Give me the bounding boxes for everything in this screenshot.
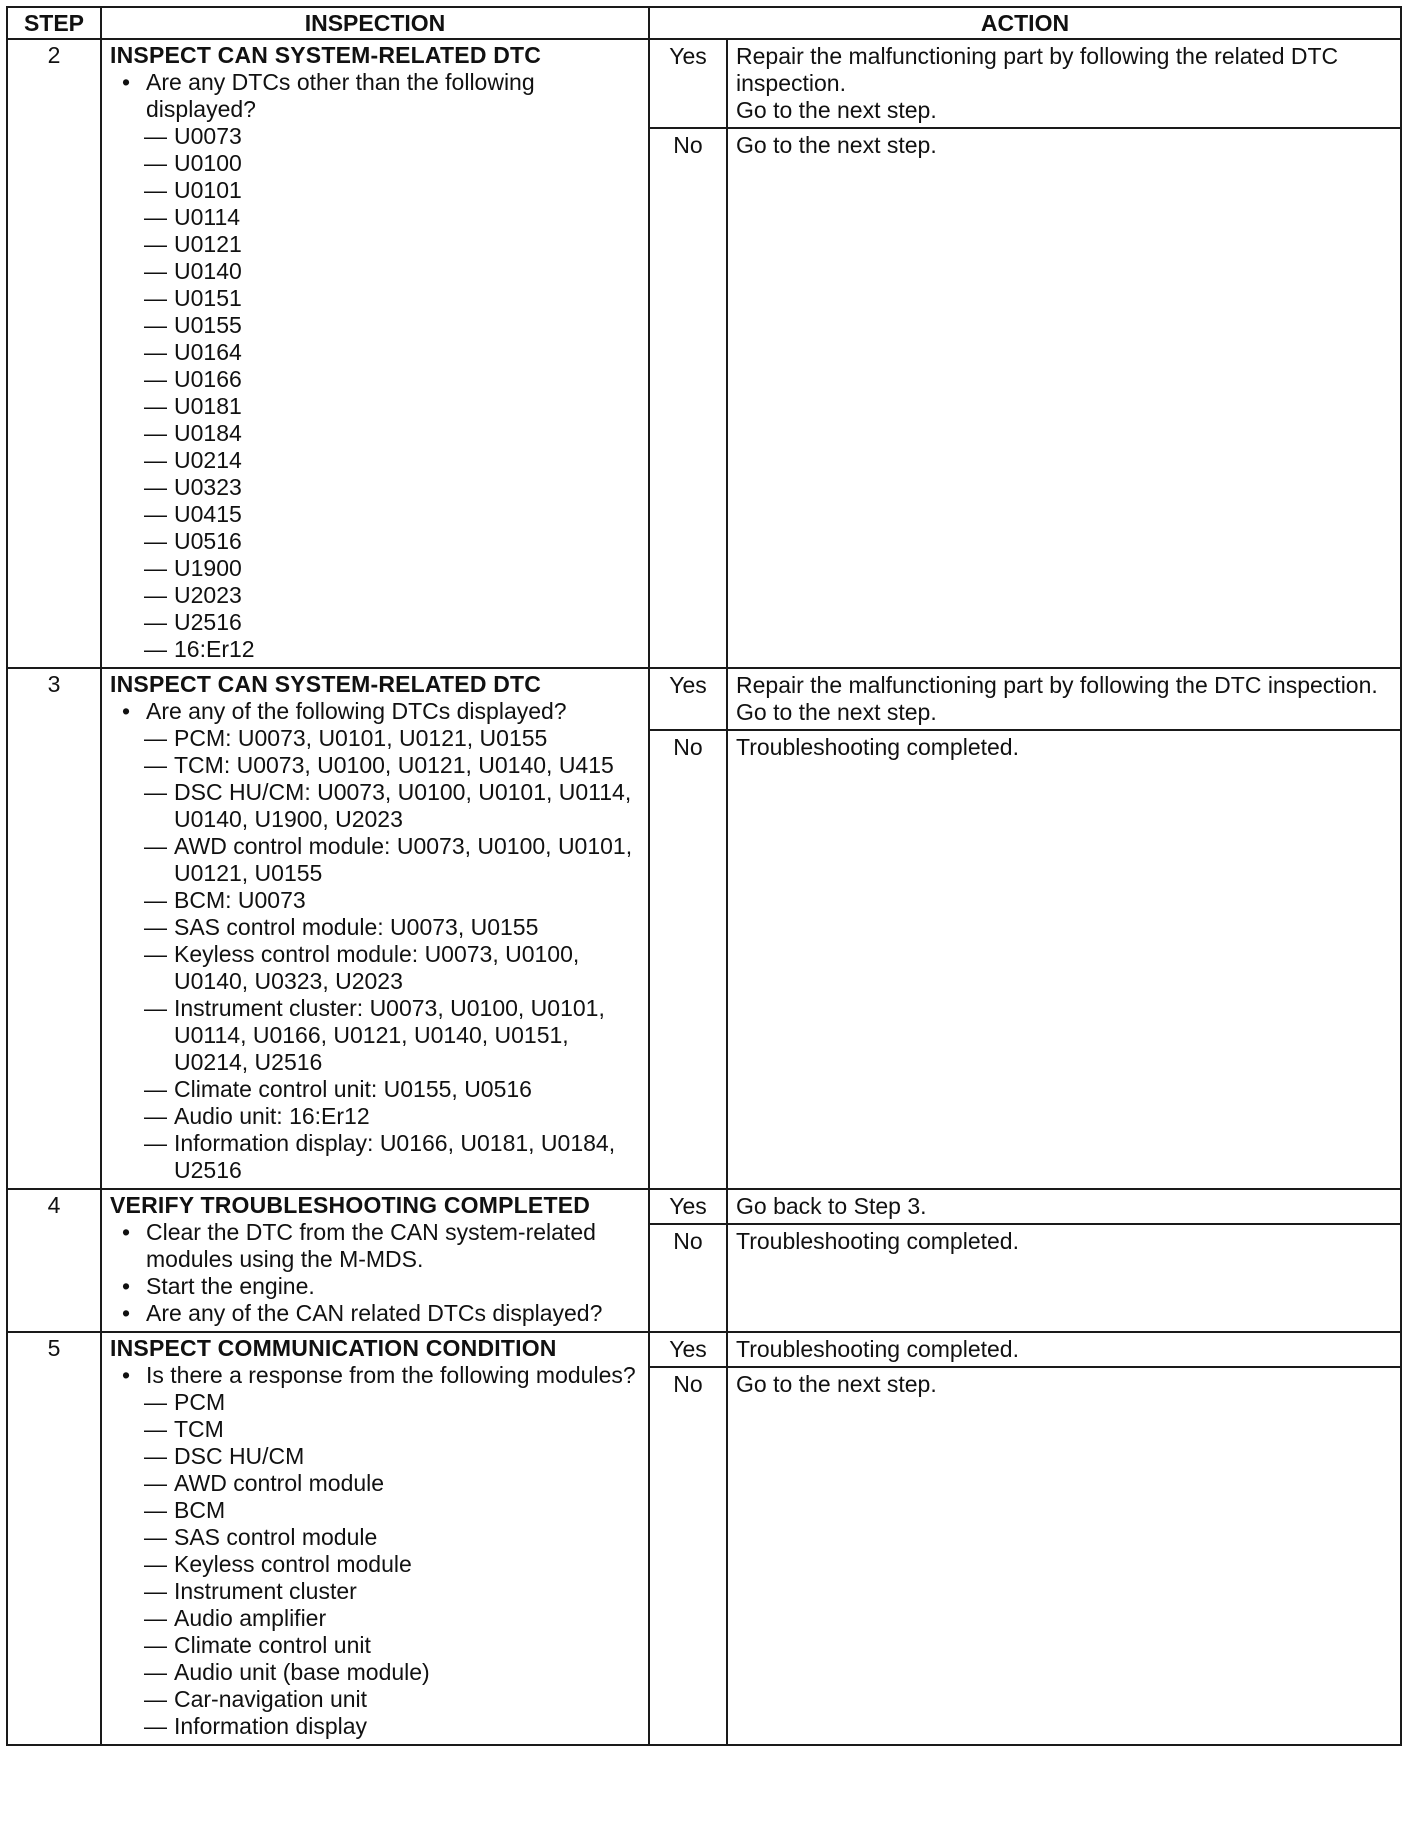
- answer-text: [728, 669, 1400, 729]
- dash-icon: —: [144, 258, 167, 284]
- dash-icon: —: [144, 887, 167, 913]
- dash-item: [110, 528, 642, 555]
- dash-item: [110, 285, 642, 312]
- dash-text: U0114: [174, 204, 241, 230]
- dash-text: Climate control unit: [174, 1632, 371, 1658]
- answer-line: Repair the malfunctioning part by following the related DTC inspection.: [736, 43, 1339, 96]
- answer-line: Troubleshooting completed.: [736, 1336, 1019, 1362]
- dash-icon: —: [144, 1632, 167, 1658]
- answer-text: [728, 1333, 1400, 1366]
- dash-icon: —: [144, 1497, 167, 1523]
- dash-text: U0101: [174, 177, 242, 203]
- dash-icon: —: [144, 1389, 167, 1415]
- dash-text: U0166: [174, 366, 242, 392]
- dash-icon: —: [144, 609, 167, 635]
- header-row: [7, 7, 1401, 39]
- dash-item: [110, 1103, 642, 1130]
- dash-text: U0184: [174, 420, 242, 446]
- table-row: [7, 668, 1401, 1189]
- dash-item: [110, 204, 642, 231]
- answer-label: No: [650, 731, 728, 1188]
- dash-icon: —: [144, 1443, 167, 1469]
- dash-item: [110, 501, 642, 528]
- dash-icon: —: [144, 1076, 167, 1102]
- answer-line: Troubleshooting completed.: [736, 1228, 1019, 1254]
- dash-text: U0323: [174, 474, 242, 500]
- inspection-cell: [101, 668, 649, 1189]
- answer-text: [728, 129, 1400, 667]
- dash-text: SAS control module: U0073, U0155: [174, 914, 539, 940]
- bullet-icon: •: [122, 1300, 131, 1326]
- dash-item: [110, 366, 642, 393]
- bullet-icon: •: [122, 1362, 131, 1388]
- action-cell: [649, 668, 1401, 1189]
- dash-item: [110, 1443, 642, 1470]
- dash-item: [110, 1497, 642, 1524]
- dash-text: PCM: U0073, U0101, U0121, U0155: [174, 725, 548, 751]
- dash-icon: —: [144, 995, 167, 1021]
- table-row: [7, 39, 1401, 668]
- dash-icon: —: [144, 231, 167, 257]
- action-cell: [649, 39, 1401, 668]
- answer-text: [728, 1190, 1400, 1223]
- dash-text: U0140: [174, 258, 242, 284]
- answer-row-no: [650, 731, 1400, 1188]
- step-number: 3: [7, 668, 101, 1189]
- table-row: [7, 1189, 1401, 1332]
- dash-text: U0164: [174, 339, 242, 365]
- answer-grid: [650, 40, 1400, 667]
- answer-label: Yes: [650, 1333, 728, 1366]
- bullet-text: Are any of the CAN related DTCs displayed?: [146, 1300, 603, 1326]
- dash-item: [110, 1578, 642, 1605]
- bullet-icon: •: [122, 69, 131, 95]
- dash-icon: —: [144, 474, 167, 500]
- bullet-item: [110, 698, 642, 725]
- answer-line: Go back to Step 3.: [736, 1193, 927, 1219]
- dash-item: [110, 1632, 642, 1659]
- dash-item: [110, 582, 642, 609]
- dash-item: [110, 636, 642, 663]
- dash-item: [110, 833, 642, 887]
- bullet-text: Are any of the following DTCs displayed?: [146, 698, 567, 724]
- dash-text: Information display: [174, 1713, 368, 1739]
- dash-text: U0073: [174, 123, 242, 149]
- header-inspection: INSPECTION: [101, 7, 649, 39]
- dash-item: [110, 995, 642, 1076]
- dash-text: Audio unit (base module): [174, 1659, 430, 1685]
- dash-icon: —: [144, 752, 167, 778]
- dash-icon: —: [144, 1130, 167, 1156]
- dash-item: [110, 1389, 642, 1416]
- bullet-item: [110, 1273, 642, 1300]
- dash-item: [110, 609, 642, 636]
- dash-icon: —: [144, 528, 167, 554]
- answer-row-yes: [650, 1333, 1400, 1368]
- dash-text: U0151: [174, 285, 242, 311]
- dash-icon: —: [144, 420, 167, 446]
- dash-icon: —: [144, 123, 167, 149]
- dash-icon: —: [144, 204, 167, 230]
- dash-text: Keyless control module: [174, 1551, 412, 1577]
- answer-grid: [650, 1190, 1400, 1331]
- bullet-text: Are any DTCs other than the following displayed?: [146, 69, 535, 122]
- dash-item: [110, 393, 642, 420]
- dash-icon: —: [144, 501, 167, 527]
- inspection-cell: [101, 39, 649, 668]
- dash-item: [110, 1524, 642, 1551]
- bullet-item: [110, 1362, 642, 1389]
- dash-icon: —: [144, 1470, 167, 1496]
- dash-icon: —: [144, 1551, 167, 1577]
- dash-icon: —: [144, 1578, 167, 1604]
- header-action: ACTION: [649, 7, 1401, 39]
- dash-text: U0415: [174, 501, 242, 527]
- bullet-item: [110, 1219, 642, 1273]
- answer-grid: [650, 669, 1400, 1188]
- answer-text: [728, 1225, 1400, 1331]
- answer-label: Yes: [650, 40, 728, 127]
- answer-line: Go to the next step.: [736, 699, 937, 725]
- dash-text: Instrument cluster: [174, 1578, 357, 1604]
- dash-item: [110, 752, 642, 779]
- dash-item: [110, 1130, 642, 1184]
- dash-text: Car-navigation unit: [174, 1686, 368, 1712]
- dash-text: U2516: [174, 609, 242, 635]
- answer-line: Go to the next step.: [736, 132, 937, 158]
- dash-text: Keyless control module: U0073, U0100, U0140, U0323, U2023: [174, 941, 580, 994]
- dash-icon: —: [144, 285, 167, 311]
- dash-item: [110, 1605, 642, 1632]
- dash-icon: —: [144, 914, 167, 940]
- dash-text: U0181: [174, 393, 242, 419]
- dash-text: DSC HU/CM: U0073, U0100, U0101, U0114, U0140, U1900, U2023: [174, 779, 632, 832]
- dash-text: AWD control module: U0073, U0100, U0101, U0121, U0155: [174, 833, 633, 886]
- dash-text: TCM: U0073, U0100, U0121, U0140, U415: [174, 752, 614, 778]
- dash-text: U0121: [174, 231, 242, 257]
- answer-row-no: [650, 129, 1400, 667]
- answer-grid: [650, 1333, 1400, 1744]
- answer-label: No: [650, 1368, 728, 1744]
- dash-item: [110, 150, 642, 177]
- answer-label: Yes: [650, 1190, 728, 1223]
- answer-label: No: [650, 1225, 728, 1331]
- dash-item: [110, 474, 642, 501]
- dash-text: U0155: [174, 312, 242, 338]
- dash-item: [110, 1551, 642, 1578]
- dash-item: [110, 914, 642, 941]
- dash-item: [110, 339, 642, 366]
- dash-text: U0100: [174, 150, 242, 176]
- inspection-title: INSPECT CAN SYSTEM-RELATED DTC: [110, 42, 542, 68]
- dash-icon: —: [144, 393, 167, 419]
- table-row: [7, 1332, 1401, 1745]
- answer-row-yes: [650, 669, 1400, 731]
- dash-item: [110, 258, 642, 285]
- dash-item: [110, 312, 642, 339]
- dash-icon: —: [144, 1524, 167, 1550]
- dash-icon: —: [144, 1713, 167, 1739]
- dash-icon: —: [144, 941, 167, 967]
- dash-text: PCM: [174, 1389, 226, 1415]
- dash-icon: —: [144, 582, 167, 608]
- dash-icon: —: [144, 636, 167, 662]
- action-cell: [649, 1332, 1401, 1745]
- answer-line: Repair the malfunctioning part by following the DTC inspection.: [736, 672, 1378, 698]
- step-number: 4: [7, 1189, 101, 1332]
- dash-item: [110, 420, 642, 447]
- answer-line: Go to the next step.: [736, 1371, 937, 1397]
- inspection-title: INSPECT COMMUNICATION CONDITION: [110, 1335, 557, 1361]
- dash-item: [110, 779, 642, 833]
- dash-item: [110, 1470, 642, 1497]
- dash-text: U0214: [174, 447, 242, 473]
- bullet-item: [110, 1300, 642, 1327]
- dash-item: [110, 725, 642, 752]
- dash-item: [110, 941, 642, 995]
- dash-icon: —: [144, 1686, 167, 1712]
- inspection-title: INSPECT CAN SYSTEM-RELATED DTC: [110, 671, 542, 697]
- dash-item: [110, 231, 642, 258]
- bullet-icon: •: [122, 698, 131, 724]
- dash-item: [110, 1416, 642, 1443]
- dash-text: Climate control unit: U0155, U0516: [174, 1076, 532, 1102]
- answer-text: [728, 1368, 1400, 1744]
- dash-item: [110, 1686, 642, 1713]
- dash-text: BCM: U0073: [174, 887, 306, 913]
- inspection-cell: [101, 1189, 649, 1332]
- answer-text: [728, 40, 1400, 127]
- dash-text: TCM: [174, 1416, 224, 1442]
- answer-line: Go to the next step.: [736, 97, 937, 123]
- dash-icon: —: [144, 1605, 167, 1631]
- action-cell: [649, 1189, 1401, 1332]
- dash-icon: —: [144, 779, 167, 805]
- bullet-icon: •: [122, 1273, 131, 1299]
- dash-text: Audio amplifier: [174, 1605, 327, 1631]
- dash-text: Information display: U0166, U0181, U0184, U2516: [174, 1130, 616, 1183]
- dash-text: SAS control module: [174, 1524, 378, 1550]
- dash-item: [110, 1076, 642, 1103]
- dash-icon: —: [144, 725, 167, 751]
- dash-item: [110, 1659, 642, 1686]
- dash-item: [110, 447, 642, 474]
- dash-icon: —: [144, 1103, 167, 1129]
- inspection-title: VERIFY TROUBLESHOOTING COMPLETED: [110, 1192, 591, 1218]
- dash-text: BCM: [174, 1497, 226, 1523]
- answer-label: No: [650, 129, 728, 667]
- answer-label: Yes: [650, 669, 728, 729]
- answer-row-no: [650, 1225, 1400, 1331]
- dash-icon: —: [144, 312, 167, 338]
- troubleshooting-table: [6, 6, 1402, 1746]
- bullet-text: Start the engine.: [146, 1273, 315, 1299]
- bullet-text: Clear the DTC from the CAN system-related modules using the M-MDS.: [146, 1219, 596, 1272]
- answer-line: Troubleshooting completed.: [736, 734, 1019, 760]
- dash-item: [110, 123, 642, 150]
- dash-item: [110, 555, 642, 582]
- answer-row-no: [650, 1368, 1400, 1744]
- bullet-icon: •: [122, 1219, 131, 1245]
- dash-text: U0516: [174, 528, 242, 554]
- table-body: [7, 39, 1401, 1745]
- dash-text: U1900: [174, 555, 242, 581]
- bullet-item: [110, 69, 642, 123]
- dash-text: Instrument cluster: U0073, U0100, U0101, U0114, U0166, U0121, U0140, U0151, U0214, U2516: [174, 995, 605, 1075]
- dash-icon: —: [144, 555, 167, 581]
- dash-icon: —: [144, 447, 167, 473]
- dash-item: [110, 887, 642, 914]
- dash-text: Audio unit: 16:Er12: [174, 1103, 370, 1129]
- dash-text: DSC HU/CM: [174, 1443, 305, 1469]
- dash-item: [110, 1713, 642, 1740]
- step-number: 2: [7, 39, 101, 668]
- dash-icon: —: [144, 833, 167, 859]
- answer-row-yes: [650, 1190, 1400, 1225]
- dash-icon: —: [144, 177, 167, 203]
- dash-item: [110, 177, 642, 204]
- dash-icon: —: [144, 1659, 167, 1685]
- dash-icon: —: [144, 366, 167, 392]
- dash-icon: —: [144, 150, 167, 176]
- answer-text: [728, 731, 1400, 1188]
- dash-text: AWD control module: [174, 1470, 385, 1496]
- dash-text: 16:Er12: [174, 636, 255, 662]
- dash-icon: —: [144, 339, 167, 365]
- dash-icon: —: [144, 1416, 167, 1442]
- step-number: 5: [7, 1332, 101, 1745]
- header-step: STEP: [7, 7, 101, 39]
- bullet-text: Is there a response from the following modules?: [146, 1362, 636, 1388]
- inspection-cell: [101, 1332, 649, 1745]
- dash-text: U2023: [174, 582, 242, 608]
- answer-row-yes: [650, 40, 1400, 129]
